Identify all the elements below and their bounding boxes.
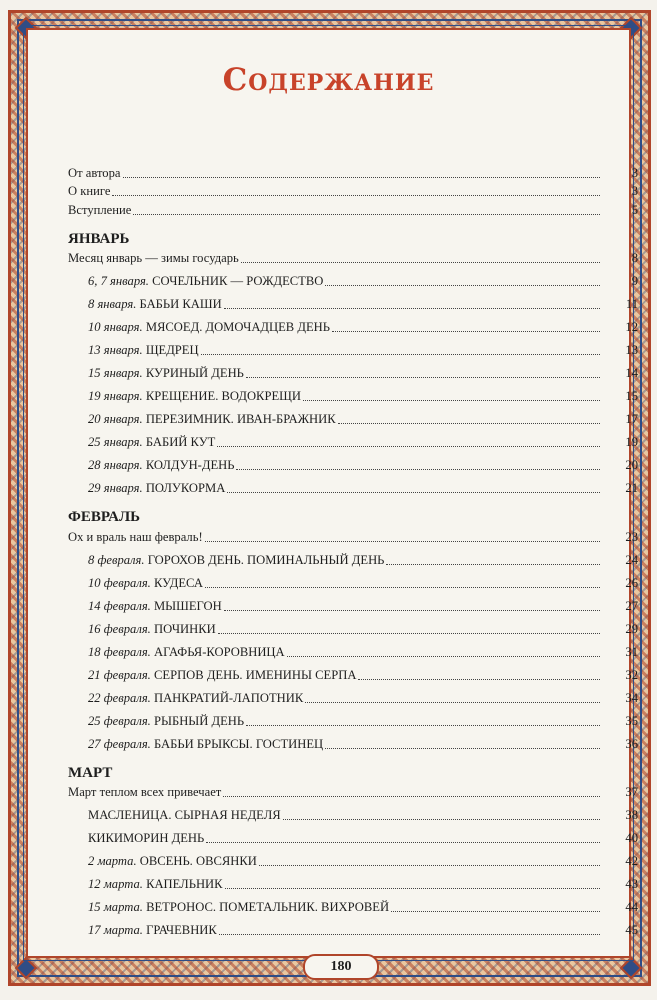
toc-entry-label: [68, 343, 199, 358]
toc-entry-title: КУРИНЫЙ ДЕНЬ: [145, 366, 244, 380]
toc-entry[interactable]: [68, 248, 638, 267]
dot-leader: [241, 262, 600, 263]
toc-entry-label: [68, 900, 389, 915]
toc-entry[interactable]: [68, 892, 638, 915]
toc-entry-title: ПАНКРАТИЙ-ЛАПОТНИК: [153, 690, 304, 705]
toc-entry[interactable]: [68, 526, 638, 545]
toc-entry[interactable]: [68, 199, 638, 218]
toc-entry[interactable]: [68, 181, 638, 200]
dot-leader: [338, 423, 600, 424]
toc-entry-page: 3: [631, 165, 638, 180]
toc-entry-title: КРЕЩЕНИЕ. ВОДОКРЕЩИ: [145, 389, 301, 403]
toc-entry-date: 15 января.: [88, 366, 143, 380]
toc-section-heading: [68, 218, 638, 248]
toc-entry-label: [68, 854, 257, 869]
toc-entry-label: [68, 530, 203, 545]
toc-entry-label: [68, 714, 244, 729]
toc-entry-page: 38: [625, 808, 638, 822]
section-label: ФЕВРАЛЬ: [68, 509, 141, 525]
toc-entry-label: [68, 645, 285, 660]
toc-entry-label: [68, 184, 110, 199]
toc-entry[interactable]: [68, 614, 638, 637]
toc-entry-label: [68, 203, 131, 218]
dot-leader: [224, 610, 600, 611]
toc-entry-title: БАБИЙ КУТ: [145, 435, 216, 449]
toc-entry-label: [68, 435, 215, 450]
dot-leader: [287, 656, 600, 657]
dot-leader: [303, 400, 600, 401]
toc-entry-page: 40: [625, 831, 638, 845]
toc-entry-page: 34: [625, 690, 638, 705]
table-of-contents: [68, 162, 638, 938]
toc-entry-date: 12 марта.: [88, 877, 143, 891]
toc-entry-label: [68, 923, 217, 938]
toc-entry-label: [68, 668, 356, 683]
dot-leader: [205, 541, 600, 542]
toc-entry-page: 45: [625, 923, 638, 937]
dot-leader: [225, 888, 600, 889]
toc-entry-title: РЫБНЫЙ ДЕНЬ: [153, 713, 245, 728]
toc-entry-page: 12: [625, 320, 638, 334]
toc-entry-date: 8 января.: [88, 297, 137, 311]
dot-leader: [219, 934, 600, 935]
toc-entry-page: 23: [625, 529, 638, 544]
toc-entry[interactable]: [68, 404, 638, 427]
toc-entry-date: 10 февраля.: [88, 575, 151, 590]
dot-leader: [218, 633, 600, 634]
dot-leader: [236, 469, 600, 470]
toc-entry-title: ПОЧИНКИ: [153, 621, 216, 636]
toc-entry[interactable]: [68, 289, 638, 312]
toc-entry-date: 14 февраля.: [88, 598, 151, 613]
dot-leader: [224, 308, 600, 309]
toc-entry-date: 6, 7 января.: [88, 274, 149, 288]
toc-entry-label: [68, 599, 222, 614]
toc-entry-title: МЫШЕГОН: [153, 598, 222, 613]
toc-entry[interactable]: [68, 335, 638, 358]
toc-entry-label: [68, 877, 223, 892]
toc-entry-date: 25 февраля.: [88, 713, 151, 728]
toc-entry-page: 20: [625, 458, 638, 472]
toc-entry-page: 36: [625, 736, 638, 751]
toc-entry-page: 9: [631, 274, 638, 288]
dot-leader: [246, 725, 600, 726]
toc-entry-label: [68, 297, 222, 312]
toc-entry[interactable]: [68, 473, 638, 496]
toc-entry-date: 18 февраля.: [88, 644, 151, 659]
toc-entry-title: Месяц январь — зимы государь: [68, 251, 239, 265]
toc-entry[interactable]: [68, 427, 638, 450]
dot-leader: [305, 702, 600, 703]
dot-leader: [391, 911, 600, 912]
toc-entry-date: 13 января.: [88, 343, 143, 357]
toc-entry[interactable]: [68, 381, 638, 404]
toc-section-heading: [68, 496, 638, 526]
dot-leader: [201, 354, 600, 355]
toc-entry-title: ОВСЕНЬ. ОВСЯНКИ: [139, 854, 257, 868]
toc-entry-title: КИКИМОРИН ДЕНЬ: [88, 831, 205, 845]
toc-entry[interactable]: [68, 729, 638, 752]
toc-entry-title: КОЛДУН-ДЕНЬ: [145, 458, 235, 472]
toc-section-heading: [68, 752, 638, 782]
toc-entry-title: МАСЛЕНИЦА. СЫРНАЯ НЕДЕЛЯ: [88, 808, 281, 822]
dot-leader: [325, 285, 600, 286]
toc-entry[interactable]: [68, 450, 638, 473]
toc-entry-date: 20 января.: [88, 412, 143, 426]
toc-entry[interactable]: [68, 660, 638, 683]
page-number-text: 180: [330, 959, 352, 974]
toc-entry[interactable]: [68, 545, 638, 568]
toc-entry-date: 15 марта.: [88, 900, 143, 914]
toc-entry[interactable]: [68, 823, 638, 846]
toc-entry[interactable]: [68, 568, 638, 591]
toc-entry-page: 19: [625, 435, 638, 449]
toc-entry-label: [68, 576, 203, 591]
toc-entry-date: 27 февраля.: [88, 736, 151, 751]
toc-entry-date: 19 января.: [88, 389, 143, 403]
toc-entry-title: БАБЬИ БРЫКСЫ. ГОСТИНЕЦ: [153, 736, 324, 751]
toc-entry-page: 3: [631, 184, 638, 198]
dot-leader: [205, 587, 600, 588]
toc-entry-title: Ох и враль наш февраль!: [68, 529, 203, 544]
dot-leader: [332, 331, 600, 332]
toc-entry-title: ПЕРЕЗИМНИК. ИВАН-БРАЖНИК: [145, 412, 336, 426]
toc-entry-label: [68, 366, 244, 381]
toc-entry-date: 10 января.: [88, 320, 143, 334]
toc-entry-label: [68, 785, 221, 800]
toc-entry-page: 11: [625, 297, 638, 311]
toc-entry-label: [68, 389, 301, 404]
toc-entry[interactable]: [68, 266, 638, 289]
toc-entry-label: [68, 831, 204, 846]
toc-entry-date: 25 января.: [88, 435, 143, 449]
toc-entry[interactable]: [68, 591, 638, 614]
toc-entry-page: 44: [625, 900, 638, 914]
toc-entry-page: 32: [625, 667, 638, 682]
toc-entry-title: Март теплом всех привечает: [68, 785, 222, 799]
dot-leader: [283, 819, 600, 820]
toc-entry[interactable]: [68, 915, 638, 938]
toc-entry-title: СЕРПОВ ДЕНЬ. ИМЕНИНЫ СЕРПА: [153, 667, 357, 682]
dot-leader: [386, 564, 600, 565]
toc-entry-date: 22 февраля.: [88, 690, 151, 705]
toc-entry-title: АГАФЬЯ-КОРОВНИЦА: [153, 644, 285, 659]
toc-entry-title: О книге: [68, 184, 111, 198]
toc-entry-label: [68, 412, 336, 427]
toc-entry-page: 5: [631, 202, 638, 217]
toc-entry[interactable]: [68, 312, 638, 335]
toc-entry-label: [68, 166, 121, 181]
toc-entry-date: 29 января.: [88, 481, 143, 495]
dot-leader: [358, 679, 600, 680]
toc-entry-title: КАПЕЛЬНИК: [146, 877, 223, 891]
toc-entry-page: 15: [625, 389, 638, 403]
toc-entry-page: 29: [625, 621, 638, 636]
toc-entry-title: КУДЕСА: [153, 575, 203, 590]
toc-entry-title: МЯСОЕД. ДОМОЧАДЦЕВ ДЕНЬ: [145, 320, 330, 334]
toc-entry-page: 13: [625, 343, 638, 357]
toc-entry[interactable]: [68, 637, 638, 660]
toc-entry-page: 24: [625, 552, 638, 567]
toc-entry-title: ГОРОХОВ ДЕНЬ. ПОМИНАЛЬНЫЙ ДЕНЬ: [147, 552, 385, 567]
toc-entry[interactable]: [68, 869, 638, 892]
page-title: Содержание: [222, 62, 435, 98]
toc-entry-label: [68, 553, 384, 568]
toc-entry[interactable]: [68, 706, 638, 729]
toc-entry[interactable]: [68, 162, 638, 181]
toc-entry-title: СОЧЕЛЬНИК — РОЖДЕСТВО: [152, 274, 324, 288]
toc-entry-date: 2 марта.: [88, 854, 137, 868]
toc-entry-title: ВЕТРОНОС. ПОМЕТАЛЬНИК. ВИХРОВЕЙ: [146, 900, 390, 914]
dot-leader: [246, 377, 600, 378]
toc-entry-title: ПОЛУКОРМА: [145, 481, 226, 495]
section-label: ЯНВАРЬ: [68, 230, 130, 247]
toc-entry-date: 17 марта.: [88, 923, 143, 937]
toc-entry-page: 43: [625, 877, 638, 891]
toc-entry-label: [68, 481, 225, 496]
dot-leader: [206, 842, 600, 843]
toc-entry[interactable]: [68, 358, 638, 381]
toc-entry-title: ЩЕДРЕЦ: [145, 343, 199, 357]
toc-entry[interactable]: [68, 683, 638, 706]
toc-entry-page: 31: [625, 644, 638, 659]
toc-entry-title: ГРАЧЕВНИК: [146, 923, 217, 937]
toc-entry-page: 35: [625, 713, 638, 728]
toc-entry-page: 27: [625, 598, 638, 613]
toc-entry-title: От автора: [68, 165, 121, 180]
dot-leader: [112, 195, 600, 196]
toc-entry-page: 42: [625, 854, 638, 868]
toc-entry-label: [68, 808, 281, 823]
toc-entry[interactable]: [68, 782, 638, 801]
dot-leader: [227, 492, 600, 493]
toc-entry-label: [68, 251, 239, 266]
toc-entry-page: 37: [625, 785, 638, 799]
toc-entry-page: 26: [625, 575, 638, 590]
dot-leader: [223, 796, 600, 797]
toc-entry-label: [68, 691, 303, 706]
dot-leader: [123, 177, 601, 178]
toc-entry-label: [68, 320, 330, 335]
toc-entry-date: 21 февраля.: [88, 667, 151, 682]
dot-leader: [325, 748, 600, 749]
toc-entry-date: 8 февраля.: [88, 552, 145, 567]
toc-entry-page: 8: [631, 251, 638, 265]
toc-entry-page: 21: [625, 481, 638, 495]
toc-entry-page: 17: [625, 412, 638, 426]
dot-leader: [133, 214, 600, 215]
toc-entry-page: 14: [625, 366, 638, 380]
dot-leader: [217, 446, 600, 447]
toc-entry-label: [68, 274, 323, 289]
toc-entry-label: [68, 737, 323, 752]
toc-entry[interactable]: [68, 800, 638, 823]
dot-leader: [259, 865, 600, 866]
toc-entry-date: 16 февраля.: [88, 621, 151, 636]
page-number: [303, 954, 379, 980]
toc-entry-title: Вступление: [68, 202, 132, 217]
toc-entry-label: [68, 622, 216, 637]
toc-entry-title: БАБЬИ КАШИ: [139, 297, 222, 311]
section-label: МАРТ: [68, 764, 113, 781]
toc-entry-date: 28 января.: [88, 458, 143, 472]
toc-entry-label: [68, 458, 234, 473]
toc-entry[interactable]: [68, 846, 638, 869]
